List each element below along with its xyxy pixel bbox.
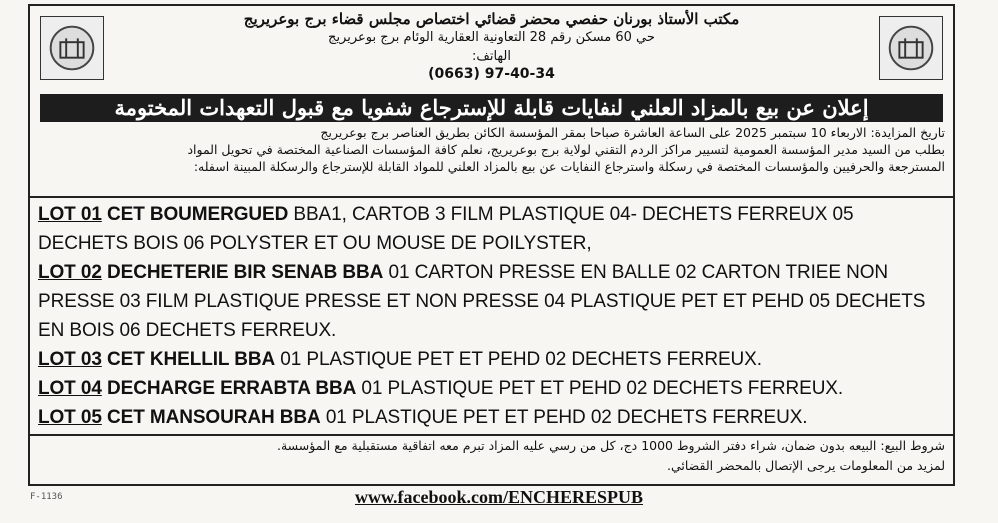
lot-description: 01 PLASTIQUE PET ET PEHD 02 DECHETS FERREUX. bbox=[320, 407, 808, 428]
reference-code: F-1136 bbox=[30, 492, 63, 502]
lot-description: BBA1, CARTOB 3 FILM PLASTIQUE 04- DECHETS FERREUX 05 DECHETS BOIS 06 POLYSTER ET OU MOUSE DE POILYSTER, bbox=[38, 204, 854, 254]
lot-id: LOT 02 bbox=[38, 262, 102, 283]
lot-id: LOT 01 bbox=[38, 204, 102, 225]
lot-item bbox=[38, 374, 945, 403]
notice-frame bbox=[28, 4, 955, 486]
lots-list bbox=[38, 200, 945, 432]
office-name: مكتب الأستاذ بورنان حفصي محضر قضائي اختصاص مجلس قضاء برج بوعريريج bbox=[243, 10, 740, 28]
lot-description: 01 CARTON PRESSE EN BALLE 02 CARTON TRIEE NON PRESSE 03 FILM PLASTIQUE PRESSE ET NON PRESSE 04 PLASTIQUE PET ET PEHD 05 DECHETS EN BOIS 06 DECHETS FERREUX. bbox=[38, 262, 926, 341]
website-link[interactable]: www.facebook.com/ENCHERESPUB bbox=[354, 487, 643, 507]
lot-id: LOT 04 bbox=[38, 378, 102, 399]
lot-item bbox=[38, 200, 945, 258]
phone-label: الهاتف: bbox=[472, 49, 511, 64]
announcement-title: إعلان عن بيع بالمزاد العلني لنفايات قابلة للإسترجاع شفويا مع قبول التعهدات المختومة bbox=[40, 94, 943, 122]
lot-description: 01 PLASTIQUE PET ET PEHD 02 DECHETS FERREUX. bbox=[356, 378, 844, 399]
office-address: حي 60 مسكن رقم 28 التعاونية العقارية الوئام برج بوعريريج bbox=[328, 30, 655, 45]
auction-date-line: تاريخ المزايدة: الاربعاء 10 سبتمبر 2025 على الساعة العاشرة صباحا بمقر المؤسسة الكائن بطريق العناصر برج بوعريريج bbox=[320, 125, 945, 140]
lot-description: 01 PLASTIQUE PET ET PEHD 02 DECHETS FERREUX. bbox=[275, 349, 762, 370]
bailiff-seal-logo-right bbox=[879, 16, 943, 80]
lot-id: LOT 03 bbox=[38, 349, 102, 370]
lot-name: DECHARGE ERRABTA BBA bbox=[107, 378, 357, 399]
lot-item bbox=[38, 403, 945, 432]
sale-conditions: شروط البيع: البيعه بدون ضمان، شراء دفتر الشروط 1000 دج، كل من رسي عليه المزاد تبرم معه اتفاقية مستقبلية مع المؤسسة. bbox=[276, 438, 945, 453]
bailiff-seal-logo-left bbox=[40, 16, 104, 80]
announcement-body-line-1: بطلب من السيد مدير المؤسسة العمومية لتسيير مراكز الردم التقني لولاية برج بوعريريج، نعلم كافة المؤسسات الصناعية المختصة في تحويل المواد bbox=[187, 142, 945, 157]
phone-number: (0663) 97-40-34 bbox=[428, 66, 555, 82]
lot-name: CET MANSOURAH BBA bbox=[107, 407, 321, 428]
divider-top bbox=[30, 196, 953, 198]
lot-id: LOT 05 bbox=[38, 407, 102, 428]
lot-name: CET BOUMERGUED bbox=[107, 204, 289, 225]
announcement-body-line-2: المسترجعة والحرفيين والمؤسسات المختصة في رسكلة واسترجاع النفايات عن بيع بالمزاد العلني للمواد القابلة للإسترجاع والرسكلة المبينة اسفله: bbox=[193, 159, 945, 174]
contact-info: لمزيد من المعلومات يرجى الإتصال بالمحضر القضائي. bbox=[666, 458, 945, 473]
lot-name: CET KHELLIL BBA bbox=[107, 349, 276, 370]
divider-bottom bbox=[30, 434, 953, 436]
lot-name: DECHETERIE BIR SENAB BBA bbox=[107, 262, 384, 283]
lot-item bbox=[38, 345, 945, 374]
lot-item bbox=[38, 258, 945, 345]
